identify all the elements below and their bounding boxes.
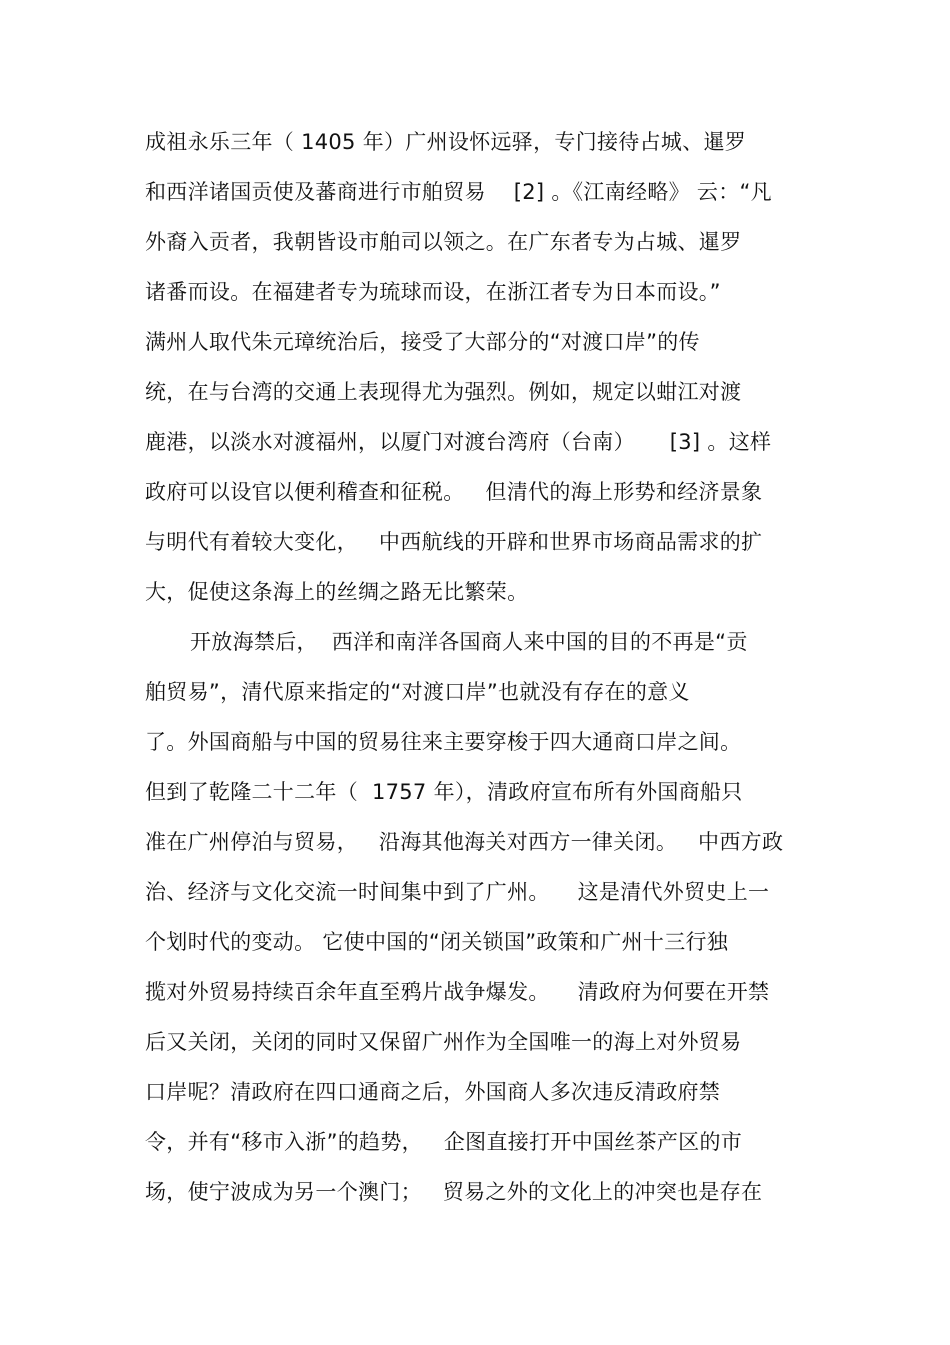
text-line: 和西洋诸国贡使及蕃商进行市舶贸易 [2] 。《江南经略》 云：“凡 [145, 180, 772, 204]
text-line: 外裔入贡者，我朝皆设市舶司以领之。在广东者专为占城、暹罗 [145, 230, 742, 254]
text-line: 成祖永乐三年（ 1405 年）广州设怀远驿，专门接待占城、暹罗 [145, 130, 747, 154]
text-line: 鹿港，以淡水对渡福州，以厦门对渡台湾府（台南） [3] 。这样 [145, 430, 772, 454]
text-line: 令，并有“移市入浙”的趋势， 企图直接打开中国丝茶产区的市 [145, 1130, 743, 1154]
text-line: 与明代有着较大变化， 中西航线的开辟和世界市场商品需求的扩 [145, 530, 763, 554]
text-line: 舶贸易”，清代原来指定的“对渡口岸”也就没有存在的意义 [145, 680, 690, 704]
text-line: 诸番而设。在福建者专为琉球而设，在浙江者专为日本而设。” [145, 280, 721, 304]
paragraph-first-line: 开放海禁后， 西洋和南洋各国商人来中国的目的不再是“贡 [190, 630, 748, 654]
text-line: 治、经济与文化交流一时间集中到了广州。 这是清代外贸史上一 [145, 880, 770, 904]
text-line: 个划时代的变动。 它使中国的“闭关锁国”政策和广州十三行独 [145, 930, 729, 954]
text-line: 准在广州停泊与贸易， 沿海其他海关对西方一律关闭。 中西方政 [145, 830, 784, 854]
text-line: 但到了乾隆二十二年（ 1757 年），清政府宣布所有外国商船只 [145, 780, 743, 804]
text-line: 了。外国商船与中国的贸易往来主要穿梭于四大通商口岸之间。 [145, 730, 742, 754]
text-line: 政府可以设官以便利稽查和征税。 但清代的海上形势和经济景象 [145, 480, 763, 504]
text-line: 大，促使这条海上的丝绸之路无比繁荣。 [145, 580, 529, 604]
text-line: 统，在与台湾的交通上表现得尤为强烈。例如，规定以蚶江对渡 [145, 380, 742, 404]
text-line: 揽对外贸易持续百余年直至鸦片战争爆发。 清政府为何要在开禁 [145, 980, 770, 1004]
text-line: 后又关闭，关闭的同时又保留广州作为全国唯一的海上对外贸易 [145, 1030, 742, 1054]
text-line: 口岸呢？清政府在四口通商之后，外国商人多次违反清政府禁 [145, 1080, 721, 1104]
text-line: 场，使宁波成为另一个澳门； 贸易之外的文化上的冲突也是存在 [145, 1180, 763, 1204]
text-line: 满州人取代朱元璋统治后，接受了大部分的“对渡口岸”的传 [145, 330, 700, 354]
